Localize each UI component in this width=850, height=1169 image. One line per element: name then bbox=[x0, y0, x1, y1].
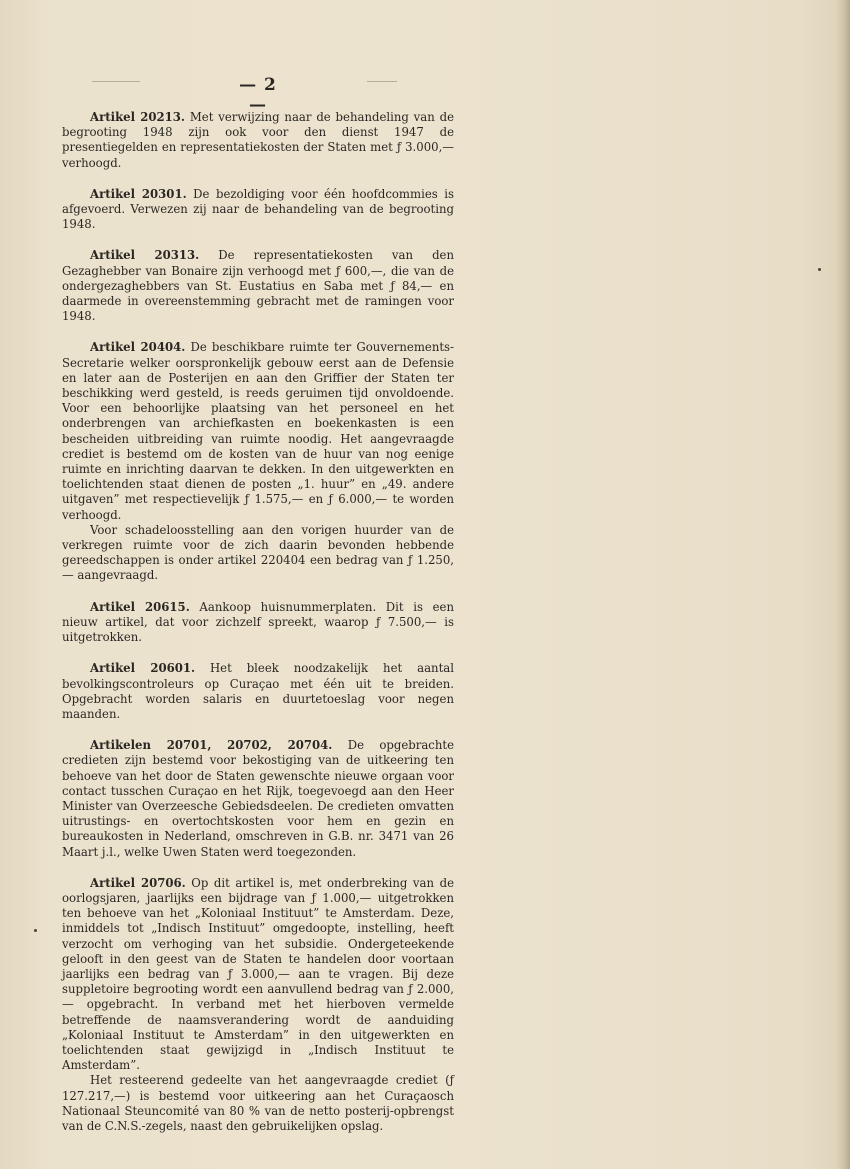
paragraph-artikel-20706-continued: Het resteerend gedeelte van het aangevraagde crediet (ƒ 127.217,—) is bestemd voor uitkeering aan het Curaçaosch Nationaal Steuncomité van 80 % van de netto posterij-opbrengst van de C.N.S.-zegels, naast den gebruikelijken opslag. bbox=[62, 1073, 454, 1133]
paragraph-artikel-20313: Artikel 20313. De representatiekosten van den Gezaghebber van Bonaire zijn verhoogd met ƒ 600,—, die van de ondergezaghebbers van St. Eustatius en Saba met ƒ 84,— en daarmede in overeenstemming gebracht met de ramingen voor 1948. bbox=[62, 248, 454, 324]
header-rule-left bbox=[92, 81, 140, 82]
speck-mark bbox=[34, 929, 37, 932]
page-number: — 2 — bbox=[239, 75, 277, 115]
paragraph-artikel-20404: Artikel 20404. De beschikbare ruimte ter Gouvernements-Secretarie welker oorspronkelijk gebouw eerst aan de Defensie en later aan de Posterijen en aan den Griffier der Staten ter beschikking werd gesteld, is reeds geruimen tijd onvoldoende. Voor een behoorlijke plaatsing van het personeel en het onderbrengen van archiefkasten en boekenkasten is een bescheiden uitbreiding van ruimte noodig. Het aangevraagde crediet is bestemd om de kosten van de huur van nog eenige ruimte en inrichting daarvan te dekken. In den uitgewerkten en toelichtenden staat dienen de posten „1. huur” en „49. andere uitgaven” met respectievelijk ƒ 1.575,— en ƒ 6.000,— te worden verhoogd. bbox=[62, 340, 455, 522]
header-rule-right bbox=[367, 81, 397, 82]
paragraph-artikel-20706: Artikel 20706. Op dit artikel is, met onderbreking van de oorlogsjaren, jaarlijks een bijdrage van ƒ 1.000,— uitgetrokken ten behoeve van het „Koloniaal Instituut” te Amsterdam. Deze, inmiddels tot „Indisch Instituut” omgedoopte, instelling, heeft verzocht om verhoging van het subsidie. Ondergeteekende gelooft in den geest van de Staten te handelen door voortaan jaarlijks een bedrag van ƒ 3.000,— aan te vragen. Bij deze suppletoire begrooting wordt een aanvullend bedrag van ƒ 2.000,— opgebracht. In verband met het hierboven vermelde betreffende de naamsverandering wordt de aanduiding „Koloniaal Instituut te Amsterdam” in den uitgewerkten en toelichtenden staat gewijzigd in „Indisch Instituut te Amsterdam”. bbox=[62, 875, 455, 1073]
speck-mark bbox=[818, 268, 821, 271]
paragraph-artikel-20615: Artikel 20615. Aankoop huisnummerplaten. Dit is een nieuw artikel, dat voor zichzelf spreekt, waarop ƒ 7.500,— is uitgetrokken. bbox=[62, 599, 454, 645]
paragraph-artikel-20601: Artikel 20601. Het bleek noodzakelijk het aantal bevolkingscontroleurs op Curaçao met één uit te breiden. Opgebracht worden salaris en duurtetoeslag voor negen maanden. bbox=[62, 661, 454, 721]
paragraph-artikelen-20701-20702-20704: Artikelen 20701, 20702, 20704. De opgebrachte credieten zijn bestemd voor bekostiging van de uitkeering ten behoeve van het door de Staten gewenschte nieuwe orgaan voor contact tusschen Curaçao en het Rijk, toegevoegd aan den Heer Minister van Overzeesche Gebiedsdeelen. De credieten omvatten uitrustings- en overtochtskosten voor hem en gezin en bureaukosten in Nederland, omschreven in G.B. nr. 3471 van 26 Maart j.l., welke Uwen Staten werd toegezonden. bbox=[62, 738, 454, 859]
paragraph-artikel-20213: Artikel 20213. Met verwijzing naar de behandeling van de begrooting 1948 zijn ook voor den dienst 1947 de presentiegelden en representatiekosten der Staten met ƒ 3.000,— verhoogd. bbox=[62, 110, 455, 170]
page-edge-shadow bbox=[836, 0, 850, 1169]
paragraph-artikel-20301: Artikel 20301. De bezoldiging voor één hoofdcommies is afgevoerd. Verwezen zij naar de behandeling van de begrooting 1948. bbox=[62, 186, 454, 232]
body-text bbox=[62, 110, 454, 1134]
paragraph-artikel-20404-continued: Voor schadeloosstelling aan den vorigen huurder van de verkregen ruimte voor de zich daarin bevonden hebbende gereedschappen is onder artikel 220404 een bedrag van ƒ 1.250,— aangevraagd. bbox=[62, 522, 454, 583]
